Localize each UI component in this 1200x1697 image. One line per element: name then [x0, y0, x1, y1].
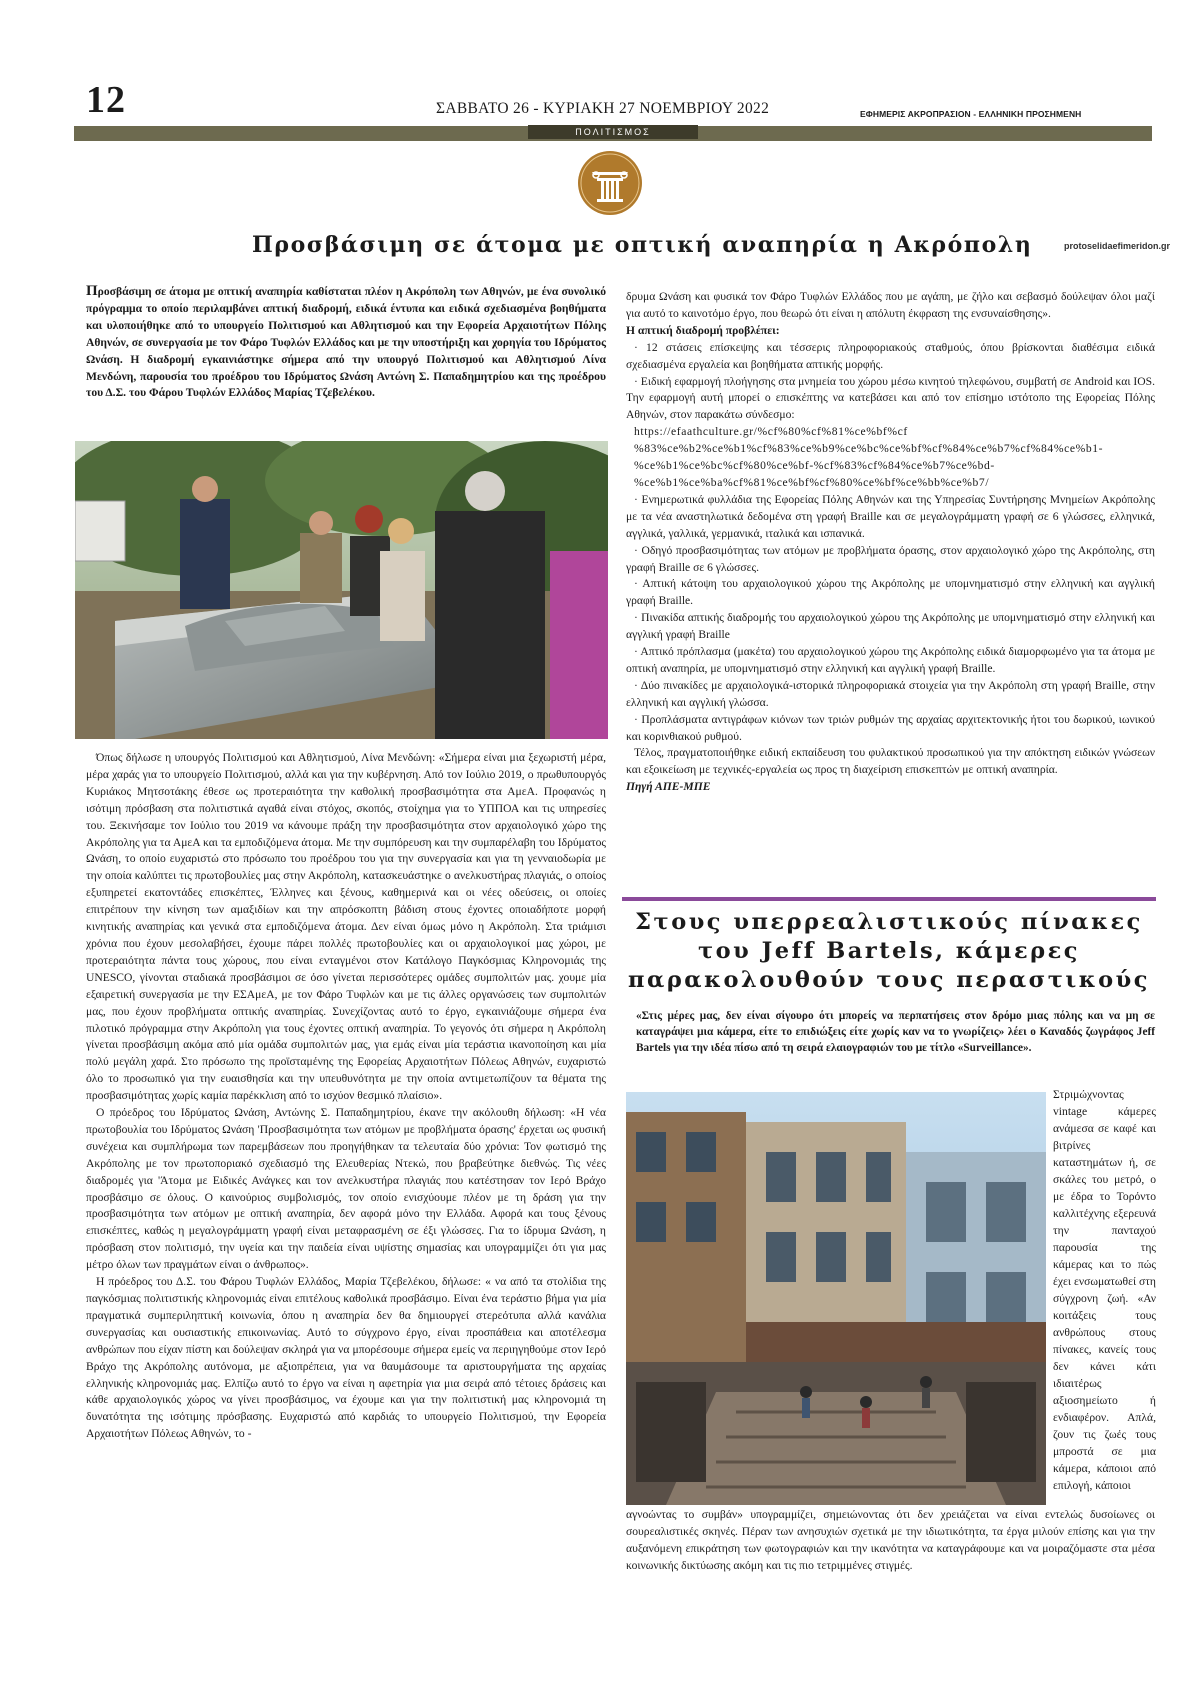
closing-paragraph: Τέλος, πραγματοποιήθηκε ειδική εκπαίδευση του φυλακτικού προσωπικού για την απόκτηση ειδικών γνώσεων και εξοικείωση με τεχνικές-εργαλεία ως προς τη διαχείριση επισκεπτών με οπτική αναπηρία.	[626, 746, 1155, 777]
body-paragraph: Η πρόεδρος του Δ.Σ. του Φάρου Τυφλών Ελλάδος, Μαρία Τζεβελέκου, δήλωσε: « να από τα στολίδια της παγκόσμιας πολιτιστικής κληρονομιάς είναι επιτέλους καθολικά προσβάσιμο. Είναι ένα τεράστιο βήμα για μία πραγματικά συμπεριληπτική κοινωνία, όπου η αναπηρία δεν θα δημιουργεί στερεότυπα αλλά κανάλια συνεργασίας και ουσιαστικής επικοινωνίας. Αυτό το σύγχρονο έργο, είναι προσπάθεια και αποτέλεσμα ανθρώπων που είχαν πίστη και δούλεψαν σκληρά για να μπορέσουμε σήμερα εμείς να περιηγηθούμε στον Ιερό Βράχο της Ακρόπολης αυτόνομα, με αξιοπρέπεια, για να θαυμάσουμε τα αριστουργήματα της αρχαίας ελληνικής κληρονομιάς μας. Ελπίζω αυτό το έργο να είναι η αφετηρία για μια σειρά από τέτοιες δράσεις και κάθε αρχαιολογικός χώρος να γίνει προσβάσιμος, να έχουμε και για την πολιτιστική μας κληρονομιά τη δυνατότητα της ισότιμης πρόσβασης. Ευχαριστώ από καρδιάς το υπουργείο Πολιτισμού, την Εφορεία Αρχαιοτήτων Πόλεως Αθηνών, το -	[86, 1275, 606, 1441]
acropolis-model-photo	[75, 441, 608, 739]
body-paragraph: Ο πρόεδρος του Ιδρύματος Ωνάση, Αντώνης Σ. Παπαδημητρίου, έκανε την ακόλουθη δήλωση: «Η νέα πρωτοβουλία του Ιδρύματος Ωνάση 'Προσβασιμότητα των ατόμων με προβλήματα όρασης' έρχεται ως φυσική συνέχεια και συμπλήρωμα των παρεμβάσεων που προηγήθηκαν τα τελευταία δύο χρόνια: Τον φωτισμό της Ακρόπολης με τον πρωτοποριακό σχεδιασμό της Ελευθερίας Ντεκώ, που βραβεύτηκε διεθνώς. Τις νέες διαδρομές για 'Άτομα με Ειδικές Ανάγκες και τον ανελκυστήρα πλαγιάς που κατέστησαν τον Ιερό Βράχο προσβάσιμο σε όλους. Ο καινούριος συμβολισμός, τον οποίο ενισχύουμε πλέον με τη δράση για την προσβασιμότητα των ατόμων με οπτική αναπηρία, δεν αφορά μόνο την Ελλάδα. Αφορά και τους ξένους επισκέπτες, καθώς η μεγαλογράμματη γραφή είναι μεταφρασμένη σε έξι γλώσσες. Για το ίδρυμα Ωνάση, η πρόσβαση στον πολιτισμό, την υγεία και την παιδεία είναι υψίστης σημασίας και υπογραμμίζει ότι για μας μέτρο όλων των πραγμάτων είναι ο άνθρωπος».	[86, 1106, 606, 1272]
route-item: · Ενημερωτικά φυλλάδια της Εφορείας Πόλης Αθηνών και της Υπηρεσίας Συντήρησης Μνημείων Ακρόπολης με τα νέα αναστηλωτικά δεδομένα στη γραφή Braille και σε μεγαλογράμματη γραφή σε 6 γλώσσες, ελληνικά, αγγλικά, γαλλικά, γερμανικά, ιταλικά και ισπανικά.	[626, 492, 1155, 540]
route-item: · Δύο πινακίδες με αρχαιολογικά-ιστορικά πληροφοριακά στοιχεία για την Ακρόπολη στη γραφή Braille, στην ελληνική και αγγλική γλώσσα.	[626, 678, 1155, 709]
side-paragraph: Στριμώχνοντας vintage κάμερες ανάμεσα σε καφέ και βιτρίνες καταστημάτων ή, σε σκάλες του μετρό, ο με έδρα το Τορόντο καλλιτέχνης εξερευνά την πανταχού παρουσία της κάμερας και το πώς έχει ενσωματωθεί στη σύγχρονη ζωή. «Αν κοιτάξεις τους ανθρώπους στους πίνακες, κανείς τους δεν κάνει κάτι ιδιαιτέρως αξιοσημείωτο ή ενδιαφέρον. Απλά, ζουν τις ζωές τους μπροστά σε μια κάμερα, κάποιοι από επιλογή, κάποιοι	[1053, 1088, 1156, 1492]
title-line: Στους υπερρεαλιστικούς πίνακες	[635, 909, 1143, 935]
newspaper-name: ΕΦΗΜΕΡΙΣ ΑΚΡΟΠΡΑΣΙΟΝ - ΕΛΛΗΝΙΚΗ ΠΡΟΣΗΜΕΝΗ	[860, 109, 1082, 119]
lede-initial: Π	[86, 283, 98, 299]
route-heading: Η απτική διαδρομή προβλέπει:	[626, 323, 780, 337]
section-tab: ΠΟΛΙΤΙΣΜΟΣ	[528, 125, 698, 139]
route-item: · Ειδική εφαρμογή πλοήγησης στα μνημεία του χώρου μέσω κινητού τηλεφώνου, συμβατή σε Android και IOS. Την εφαρμογή αυτή μπορεί ο επισκέπτης να κατεβάσει και από τον επίσημο ιστότοπο της Εφορείας Πόλης Αθηνών, στον παρακάτω σύνδεσμο:	[626, 374, 1155, 422]
body-paragraph: Όπως δήλωσε η υπουργός Πολιτισμού και Αθλητισμού, Λίνα Μενδώνη: «Σήμερα είναι μια ξεχωριστή μέρα, μέρα χαράς για το υπουργείο Πολιτισμού, αλλά και για την κυβέρνηση. Από τον Ιούλιο 2019, ο πρωθυπουργός Κυριάκος Μητσοτάκης έθεσε ως προτεραιότητα την καθολική προσβασιμότητα στα ΑμεΑ. Προφανώς η ισότιμη πρόσβαση στα πολιτιστικά αγαθά είναι στόχος, σκοπός, στοίχημα για το ΥΠΠΟΑ και τις υπηρεσίες του. Ξεκινήσαμε τον Ιούλιο του 2019 να κάνουμε πράξη την προσβασιμότητα στον αρχαιολογικό χώρο της Ακρόπολης για τα ΑμεΑ και τα εμποδιζόμενα άτομα. Με την συμπόρευση και την συμπαρέλαβη του Ιδρύματος Ωνάση, το οποίο ευχαριστώ στο πρόσωπο του προέδρου του για την συνεργασία και για τη γενναιοδωρία με την οποία καλύπτει τις πρωτοβουλίες μας στην Ακρόπολη, κατασκευάστηκε ο ανελκυστήρας πλαγιάς, ο οποίος εξυπηρετεί εκατοντάδες επισκέπτες, Έλληνες και ξένους, καθημερινά και οι νέες οδεύσεις, οι οποίες επιτρέπουν την κίνηση των αμαξιδίων και την απρόσκοπτη βάδιση στους έχοντες οποιαδήποτε μορφή κινητικής αναπηρίας και γενικά στα εμποδιζόμενα άτομα. Δεν είναι όμως μόνο η Ακρόπολη. Στα τριάμισι χρόνια που έχουν μεσολαβήσει, έχουμε πάρει πολλές πρωτοβουλίες και οι αρχαιολογικοί μας χώροι, με προτεραιότητα πάντα τους χώρους, που είναι ενταγμένοι στον Κατάλογο Παγκόσμιας Κληρονομιάς της UNESCO, γίνονται σταδιακά προσβάσιμοι σε όσο γίνεται περισσότερες ομάδες συμπολιτών μας. χουμε μία εξαιρετική συνεργασία με την ΕΣΑμεΑ, με τον Φάρο Τυφλών και με τις άλλες οργανώσεις των συμπολιτών μας, που έχουν προβλήματα οπτικής αναπηρίας. Συνεχίζοντας αυτό το έργο, εγκαινιάζουμε σήμερα ένα πιλοτικό πρόγραμμα στην Ακρόπολη για τους έχοντες οπτική αναπηρία. Το γεγονός ότι σήμερα η Ακρόπολη γίνεται προσβάσιμη ακόμα από μία ομάδα συμπολιτών μας, για εμάς είναι μία τεράστια ικανοποίηση και μία πολύ μεγάλη χαρά. Στο πρόσωπο της προϊσταμένης της Εφορείας Αρχαιοτήτων Πόλεως Αθηνών, ευχαριστώ όλο το προσωπικό για την ευαισθησία και την υπευθυνότητα με την οποία αντιμετωπίζουν τα θέματα της προσβασιμότητας χωρίς καμία παρέκκλιση από το ισχύον θεσμικό πλαίσιο».	[86, 751, 606, 1103]
source-line: Πηγή ΑΠΕ-ΜΠΕ	[626, 780, 711, 794]
article-title: Προσβάσιμη σε άτομα με οπτική αναπηρία η Ακρόπολη	[252, 232, 1033, 258]
title-line: παρακολουθούν τους περαστικούς	[628, 967, 1150, 993]
page-number: 12	[86, 79, 126, 121]
route-item: · 12 στάσεις επίσκεψης και τέσσερις πληροφοριακούς σταθμούς, όπου βρίσκονται διαθέσιμα ειδικά σχεδιασμένα εργαλεία και βοηθήματα απτικής μορφής.	[626, 340, 1155, 371]
article-body-right	[626, 289, 1155, 796]
second-article-continued: αγνοώντας το συμβάν» υπογραμμίζει, σημειώνοντας ότι δεν χρειάζεται να είναι εντελώς δυσοίωνες οι σουρεαλιστικές σκηνές. Πέραν των ανησυχιών σχετικά με την ιδιωτικότητα, τα έργα μιλούν επίσης και για την αυξανόμενη επικράτηση των φωτογραφιών και την ικανότητα να καταγράφουμε και να μοιραζόμαστε στα μέσα κοινωνικής δικτύωσης ακόμη και τις πιο τετριμμένες στιγμές.	[626, 1508, 1155, 1572]
route-item: · Πινακίδα απτικής διαδρομής του αρχαιολογικού χώρου της Ακρόπολης με υπομνηματισμό στην ελληνική και αγγλική γραφή Braille	[626, 611, 1155, 642]
route-link: %ce%b1%ce%ba%cf%81%ce%bf%cf%80%ce%bf%ce%bb%ce%b7/	[634, 475, 990, 489]
article-body-left	[86, 750, 606, 1443]
issue-date: ΣΑΒΒΑΤΟ 26 - ΚΥΡΙΑΚΗ 27 ΝΟΕΜΒΡΙΟΥ 2022	[436, 100, 770, 117]
second-article-lede: «Στις μέρες μας, δεν είναι σίγουρο ότι μπορείς να περπατήσεις στον δρόμο μιας πόλης και να μη σε καταγράψει μια κάμερα, είτε το επιδιώξεις είτε χωρίς καν να το γνωρίζεις» λέει ο Καναδός ζωγράφος Jeff Bartels για την ιδέα πίσω από τη σειρά ελαιογραφιών του με τίτλο «Surveillance».	[636, 1010, 1155, 1054]
source-credit: protoselidaefimeridon.gr	[1064, 241, 1171, 251]
route-link: %ce%b1%ce%bc%cf%80%ce%bf-%cf%83%cf%84%ce%b7%ce%bd-	[634, 459, 995, 473]
surveillance-painting-image	[626, 1092, 1046, 1505]
route-item: · Απτική κάτοψη του αρχαιολογικού χώρου της Ακρόπολης με υπομνηματισμό στην ελληνική και αγγλική γραφή Braille.	[626, 577, 1155, 608]
title-line: του Jeff Bartels, κάμερες	[698, 938, 1080, 964]
second-article-title	[622, 908, 1156, 995]
article-divider	[622, 897, 1156, 901]
second-article-sidetext	[1053, 1086, 1156, 1494]
article-lede	[86, 283, 606, 402]
route-link: %83%ce%b2%ce%b1%cf%83%ce%b9%ce%bc%ce%bf%cf%84%ce%b7%cf%84%ce%b1-	[634, 442, 1104, 456]
lede-text: ροσβάσιμη σε άτομα με οπτική αναπηρία καθίσταται πλέον η Ακρόπολη των Αθηνών, με ένα συνολικό πρόγραμμα το οποίο περιλαμβάνει απτική διαδρομή, ειδικά έντυπα και ειδικά σχεδιασμένα βοηθήματα και υλοποιήθηκε από το υπουργείο Πολιτισμού και Αθλητισμού και την Εφορεία Αρχαιοτήτων Πόλης Αθηνών, σε συνεργασία με τον Φάρο Τυφλών Ελλάδος και με την υποστήριξη και χορηγία του Ιδρύματος Ωνάση. Η διαδρομή εγκαινιάστηκε σήμερα από την υπουργό Πολιτισμού και Αθλητισμού Λίνα Μενδώνη, παρουσία του προέδρου του Ιδρύματος Ωνάση Αντώνη Σ. Παπαδημητρίου και της προέδρου του Δ.Σ. του Φάρου Τυφλών Ελλάδος Μαρίας Τζεβελέκου.	[86, 285, 606, 400]
route-item: · Απτικό πρόπλασμα (μακέτα) του αρχαιολογικού χώρου της Ακρόπολης ειδικά διαμορφωμένο για τα άτομα με οπτική αναπηρία, με υπομνηματισμό στην ελληνική και αγγλική γραφή Braille.	[626, 645, 1155, 675]
route-link: https://efaathculture.gr/%cf%80%cf%81%ce%bf%cf	[634, 425, 908, 439]
route-item: · Οδηγό προσβασιμότητας των ατόμων με προβλήματα όρασης, στον αρχαιολογικό χώρο της Ακρόπολης, στη γραφή Braille σε 6 γλώσσες.	[626, 543, 1155, 574]
body-paragraph: δρυμα Ωνάση και φυσικά τον Φάρο Τυφλών Ελλάδος που με αγάπη, με ζήλο και σεβασμό δούλεψαν όλοι μαζί για αυτό το καινοτόμο έργο, που θεωρώ ότι είναι η απόλυτη έκφραση της ενσυναίσθησης».	[626, 290, 1155, 320]
route-item: · Προπλάσματα αντιγράφων κιόνων των τριών ρυθμών της αρχαίας αρχιτεκτονικής ήτοι του δωρικού, ιωνικού και κορινθιακού ρυθμού.	[626, 712, 1155, 743]
column-logo-icon	[577, 150, 643, 216]
